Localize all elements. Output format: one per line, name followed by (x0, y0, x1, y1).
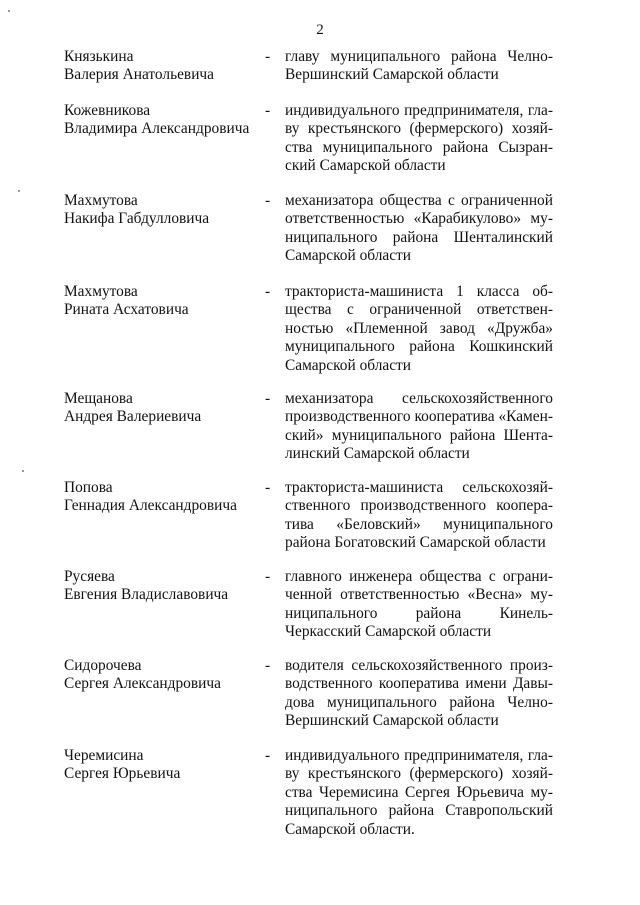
position-line: ниципального района Ставропольский (285, 802, 553, 820)
recipient-given-names: Сергея Юрьевича (64, 765, 181, 783)
recipient-surname: Князькина (64, 48, 134, 65)
position-line: района Богатовский Самарской области (285, 534, 546, 552)
recipient-surname: Мещанова (64, 390, 133, 407)
recipient-given-names: Сергея Александровича (64, 675, 221, 693)
position-line: Самарской области (285, 356, 412, 374)
page-number: 2 (316, 22, 324, 38)
recipient-name (64, 283, 264, 320)
position-line: щества с ограниченной ответствен- (285, 301, 553, 319)
recipient-position (285, 390, 553, 464)
position-line: ниципального района Кинель- (285, 604, 553, 622)
separator-dash: - (265, 747, 271, 764)
position-line: муниципального района Кошкинский (285, 338, 553, 356)
recipient-name (64, 390, 264, 427)
position-line: главу муниципального района Челно- (285, 48, 553, 65)
scan-speck (22, 470, 24, 472)
separator-dash: - (265, 48, 271, 65)
separator-dash: - (265, 479, 271, 496)
recipient-surname: Черемисина (64, 747, 144, 764)
recipient-surname: Русяева (64, 568, 115, 585)
separator-dash: - (265, 102, 271, 119)
recipient-name (64, 48, 264, 85)
position-line: ответственностью «Карабикулово» му- (285, 210, 553, 228)
recipient-position (285, 747, 553, 839)
position-line: механизатора сельскохозяйственного (285, 390, 553, 407)
recipient-given-names: Евгения Владиславовича (64, 586, 229, 604)
position-line: ву крестьянского (фермерского) хозяй- (285, 765, 553, 783)
recipient-given-names: Андрея Валериевича (64, 408, 202, 426)
recipient-name (64, 192, 264, 229)
separator-dash: - (265, 390, 271, 407)
recipient-position (285, 48, 553, 85)
recipient-given-names: Валерия Анатольевича (64, 66, 215, 84)
recipient-surname: Попова (64, 479, 113, 496)
recipient-given-names: Накифа Габдулловича (64, 210, 210, 228)
recipient-surname: Кожевникова (64, 102, 151, 119)
recipient-name (64, 102, 264, 139)
position-line: линский Самарской области (285, 445, 470, 463)
recipient-position (285, 657, 553, 731)
recipient-name (64, 568, 264, 605)
position-line: дова муниципального района Челно- (285, 693, 553, 711)
position-line: тракториста-машиниста 1 класса об- (285, 283, 553, 300)
position-line: ву крестьянского (фермерского) хозяй- (285, 120, 553, 138)
scan-speck (8, 10, 10, 12)
separator-dash: - (265, 657, 271, 674)
position-line: индивидуального предпринимателя, гла- (285, 102, 553, 119)
position-line: Самарской области. (285, 820, 415, 838)
position-line: ства муниципального района Сызран- (285, 138, 553, 156)
recipient-given-names: Владимира Александровича (64, 120, 250, 138)
position-line: ниципального района Шенталинский (285, 228, 553, 246)
recipient-position (285, 283, 553, 375)
position-line: ства Черемисина Сергея Юрьевича му- (285, 783, 553, 801)
position-line: водителя сельскохозяйственного произ- (285, 657, 553, 674)
recipient-position (285, 479, 553, 553)
position-line: ский Самарской области (285, 157, 446, 175)
scan-speck (18, 190, 20, 192)
recipient-given-names: Геннадия Александровича (64, 497, 237, 515)
recipient-name (64, 479, 264, 516)
separator-dash: - (265, 568, 271, 585)
position-line: тракториста-машиниста сельскохозяй- (285, 479, 553, 496)
position-line: Самарской области (285, 247, 412, 265)
recipient-name (64, 657, 264, 694)
position-line: Вершинский Самарской области (285, 66, 499, 84)
position-line: тива «Беловский» муниципального (285, 515, 553, 533)
position-line: ский» муниципального района Шента- (285, 426, 553, 444)
separator-dash: - (265, 283, 271, 300)
recipient-position (285, 102, 553, 176)
recipient-position (285, 192, 553, 266)
recipient-surname: Махмутова (64, 283, 138, 300)
position-line: индивидуального предпринимателя, гла- (285, 747, 553, 764)
position-line: главного инженера общества с ограни- (285, 568, 553, 585)
position-line: механизатора общества с ограниченной (285, 192, 553, 209)
position-line: Черкасский Самарской области (285, 623, 492, 641)
recipient-name (64, 747, 264, 784)
position-line: производственного кооператива «Камен- (285, 408, 553, 426)
recipient-given-names: Рината Асхатовича (64, 301, 189, 319)
separator-dash: - (265, 192, 271, 209)
position-line: ностью «Племенной завод «Дружба» (285, 319, 553, 337)
recipient-surname: Махмутова (64, 192, 138, 209)
position-line: Вершинский Самарской области (285, 712, 499, 730)
position-line: водственного кооператива имени Давы- (285, 675, 553, 693)
position-line: ченной ответственностью «Весна» му- (285, 586, 553, 604)
recipient-surname: Сидорочева (64, 657, 142, 674)
position-line: ственного производственного коопера- (285, 497, 553, 515)
recipient-position (285, 568, 553, 642)
